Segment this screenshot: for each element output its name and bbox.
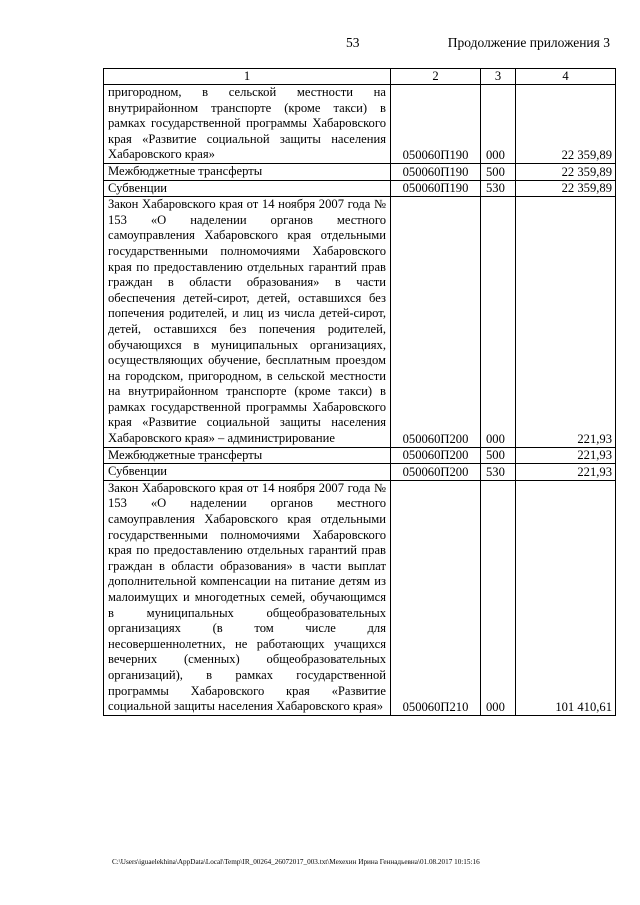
row-code: 050060П190 (391, 163, 481, 180)
column-header: 4 (516, 69, 616, 85)
row-type: 530 (481, 180, 516, 197)
row-code: 050060П190 (391, 85, 481, 164)
row-name: Межбюджетные трансферты (104, 447, 391, 464)
budget-table (103, 68, 616, 716)
row-amount: 101 410,61 (516, 480, 616, 715)
table-row (104, 197, 616, 448)
table-row (104, 480, 616, 715)
row-amount: 22 359,89 (516, 163, 616, 180)
appendix-continuation-label: Продолжение приложения 3 (447, 35, 610, 50)
row-amount: 22 359,89 (516, 85, 616, 164)
row-name: пригородном, в сельской местности на внутрирайонном транспорте (кроме такси) в рамках государственной программы Хабаровского края «Развитие социальной защиты населения Хабаровского края» (104, 85, 391, 164)
row-type: 000 (481, 480, 516, 715)
row-amount: 221,93 (516, 464, 616, 481)
table-row (104, 85, 616, 164)
row-code: 050060П200 (391, 447, 481, 464)
table-row (104, 447, 616, 464)
row-amount: 22 359,89 (516, 180, 616, 197)
row-type: 530 (481, 464, 516, 481)
table-row (104, 464, 616, 481)
row-type: 000 (481, 197, 516, 448)
page-number: 53 (346, 35, 360, 50)
row-name: Закон Хабаровского края от 14 ноября 2007 года № 153 «О наделении органов местного самоуправления Хабаровского края отдельными государственными полномочиями Хабаровского края по предоставлению отдельных гарантий прав граждан в области образования» в части выплат дополнительной компенсации на питание детям из малоимущих и многодетных семей, обучающимся в муниципальных общеобразовательных организациях (в том числе для несовершеннолетних, не работающих учащихся вечерних (сменных) общеобразовательных организаций), в рамках государственной программы Хабаровского края «Развитие социальной защиты населения Хабаровского края» (104, 480, 391, 715)
row-type: 500 (481, 163, 516, 180)
row-name: Субвенции (104, 464, 391, 481)
row-code: 050060П200 (391, 197, 481, 448)
row-name: Межбюджетные трансферты (104, 163, 391, 180)
row-name: Закон Хабаровского края от 14 ноября 2007 года № 153 «О наделении органов местного самоуправления Хабаровского края отдельными государственными полномочиями Хабаровского края по предоставлению отдельных гарантий прав граждан в области образования» в части обеспечения детей-сирот, детей, оставшихся без попечения родителей, и лиц из числа детей-сирот, детей, оставшихся без попечения родителей, обучающихся в муниципальных организациях, осуществляющих обучение, бесплатным проездом на городском, пригородном, в сельской местности на внутрирайонном транспорте (кроме такси) в рамках государственной программы Хабаровского края «Развитие социальной защиты населения Хабаровского края» – администрирование (104, 197, 391, 448)
table-row (104, 180, 616, 197)
column-header: 3 (481, 69, 516, 85)
column-header: 2 (391, 69, 481, 85)
row-code: 050060П200 (391, 464, 481, 481)
file-path-footer: C:\Users\iguaelekhina\AppData\Local\Temp\IR_00264_26072017_003.txt\Мехехин Ирина Геннадьевна\01.08.2017 10:15:16 (112, 858, 480, 866)
row-type: 500 (481, 447, 516, 464)
column-header: 1 (104, 69, 391, 85)
row-amount: 221,93 (516, 447, 616, 464)
table-row (104, 163, 616, 180)
row-type: 000 (481, 85, 516, 164)
row-code: 050060П210 (391, 480, 481, 715)
row-name: Субвенции (104, 180, 391, 197)
row-code: 050060П190 (391, 180, 481, 197)
row-amount: 221,93 (516, 197, 616, 448)
table-header-row (104, 69, 616, 85)
